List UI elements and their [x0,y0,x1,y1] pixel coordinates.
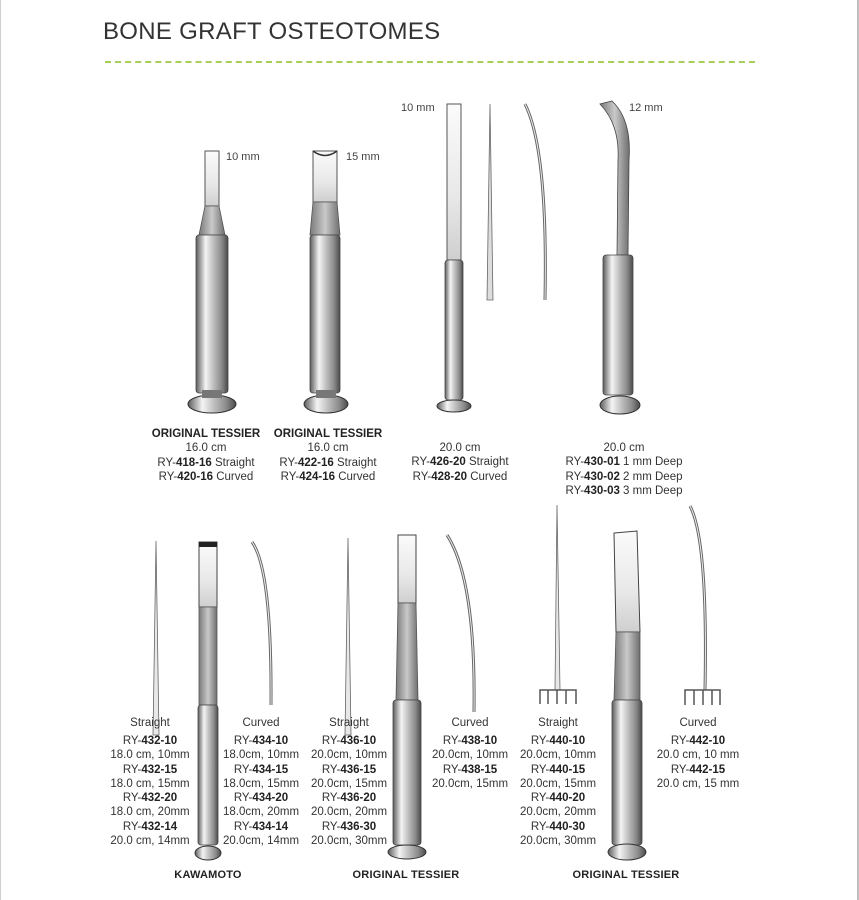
spec-size: 20.0 cm, 10 mm [656,749,740,762]
spec-code: RY-432-15 [122,763,178,776]
osteotome-426-image [437,104,545,412]
spec-size: 18.0 cm, 15mm [110,777,190,790]
spec-block-422 [270,427,386,484]
spec-size: 20.0 cm, 15 mm [656,777,740,790]
spec-size: 18.0 cm, 20mm [110,806,190,819]
spec-code: RY-432-14 [122,820,178,833]
dim-label-418: 10 mm [226,151,260,163]
brand-kawamoto: KAWAMOTO [174,869,242,881]
spec-column-440 [515,734,601,848]
spec-code: RY-440-20 [530,792,586,805]
size-label: 16.0 cm [307,442,349,455]
spec-column-432 [100,734,200,848]
osteotome-tessier-mid-image [388,535,426,859]
brand-label: ORIGINAL TESSIER [151,428,261,440]
spec-code: RY-436-10 [321,735,377,747]
spec-column-436 [306,734,392,848]
size-label: 20.0 cm [603,442,645,454]
spec-size: 20.0 cm, 14mm [110,835,190,848]
label-442-curved: Curved [679,717,717,729]
spec-line: RY-430-02 2 mm Deep [565,470,683,483]
dim-label-426: 10 mm [401,102,435,114]
dim-label-430: 12 mm [629,102,663,114]
spec-size: 20.0cm, 15mm [310,777,388,790]
spec-line: RY-420-16 Curved [158,470,254,483]
spec-code: RY-440-30 [530,820,586,833]
spec-size: 20.0cm, 30mm [519,835,597,848]
dim-label-422: 15 mm [346,151,380,163]
spec-block-426 [400,441,520,484]
size-label: 20.0 cm [439,442,481,454]
spec-code: RY-440-10 [530,735,586,747]
osteotome-436-image [345,538,351,735]
spec-code: RY-432-10 [122,735,178,747]
osteotome-440-image [540,505,576,704]
spec-code: RY-436-20 [321,792,377,805]
page-title: BONE GRAFT OSTEOTOMES [103,18,441,45]
osteotome-434-image [252,542,271,705]
osteotome-432-image [153,541,159,735]
spec-line: RY-422-16 Straight [279,456,377,469]
spec-code: RY-434-20 [233,792,289,805]
spec-line: RY-430-01 1 mm Deep [565,456,683,469]
brand-tessier-mid: ORIGINAL TESSIER [352,869,460,881]
spec-code: RY-434-10 [233,735,289,747]
label-440-straight: Straight [538,717,578,729]
brand-tessier-right: ORIGINAL TESSIER [572,869,680,881]
spec-size: 20.0cm, 10mm [519,749,597,762]
spec-code: RY-440-15 [530,763,586,776]
size-label: 16.0 cm [185,442,227,455]
spec-line: RY-418-16 Straight [157,456,255,469]
osteotome-430-image [600,101,640,414]
spec-code: RY-432-20 [122,792,178,805]
spec-code: RY-434-14 [233,820,289,833]
spec-code: RY-438-15 [442,763,498,776]
label-436-straight: Straight [329,717,369,729]
spec-code: RY-442-15 [670,763,726,776]
spec-line: RY-424-16 Curved [280,470,376,483]
spec-column-434 [219,734,303,848]
spec-size: 20.0cm, 15mm [431,777,509,790]
spec-block-430 [552,441,696,498]
spec-line: RY-428-20 Curved [412,470,508,483]
spec-column-438 [428,734,512,791]
spec-code: RY-438-10 [442,735,498,747]
label-438-curved: Curved [451,717,489,729]
spec-size: 18.0 cm, 10mm [110,749,190,762]
osteotome-442-image [685,506,720,705]
spec-size: 20.0cm, 20mm [310,806,388,819]
spec-line: RY-430-03 3 mm Deep [565,484,683,497]
spec-size: 18.0cm, 20mm [222,806,300,819]
spec-code: RY-434-15 [233,763,289,776]
spec-size: 20.0cm, 15mm [519,777,597,790]
spec-block-418 [148,427,264,484]
spec-code: RY-436-15 [321,763,377,776]
spec-line: RY-426-20 Straight [411,456,509,469]
osteotome-438-image [447,535,474,712]
brand-label: ORIGINAL TESSIER [273,428,383,440]
label-434-curved: Curved [242,717,280,729]
spec-size: 20.0cm, 10mm [310,749,388,762]
spec-size: 18.0cm, 10mm [222,749,300,762]
spec-size: 20.0cm, 14mm [222,835,300,848]
osteotome-422-image [304,151,348,413]
spec-size: 20.0cm, 30mm [310,835,388,848]
spec-code: RY-442-10 [670,735,726,747]
spec-size: 18.0cm, 15mm [222,777,300,790]
osteotome-tessier-right-image [608,531,646,860]
label-432-straight: Straight [130,717,170,729]
spec-column-442 [648,734,748,791]
spec-size: 20.0cm, 10mm [431,749,509,762]
osteotome-418-image [188,151,236,413]
spec-code: RY-436-30 [321,820,377,833]
spec-size: 20.0cm, 20mm [519,806,597,819]
